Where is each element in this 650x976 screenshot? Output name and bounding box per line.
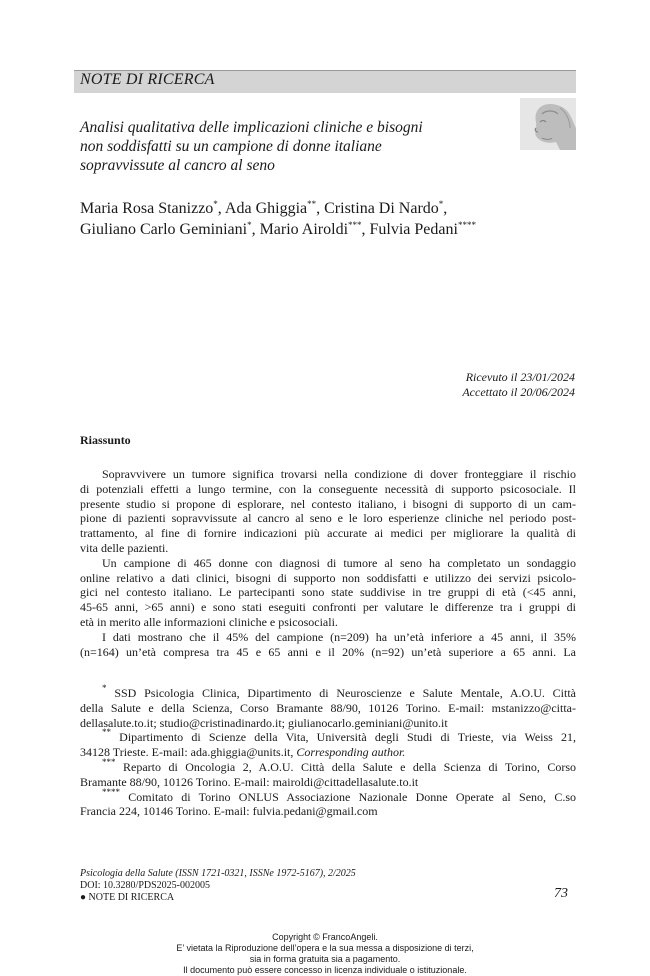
affiliation-marker: * [438, 199, 444, 209]
affiliation-marker: *** [348, 220, 362, 230]
footnote-marker: * [102, 683, 107, 693]
title-line: sopravvissute al cancro al seno [80, 157, 275, 174]
footnote-marker: ** [102, 727, 111, 738]
section-label: NOTE DI RICERCA [80, 71, 215, 88]
author-list [80, 198, 476, 240]
copyright-line: Il documento può essere concesso in licenza individuale o istituzionale. [183, 965, 467, 975]
accepted-date: Accettato il 20/06/2024 [462, 385, 575, 399]
author-line: Giuliano Carlo Geminiani*, Mario Airoldi***, Fulvia Pedani**** [80, 220, 476, 238]
affiliation-footnotes [80, 683, 577, 819]
abstract-line: I dati mostrano che il 45% del campione (n=209) ha un’età inferiore a 45 anni, il 35% [102, 629, 576, 644]
abstract-line: Un campione di 465 donne con diagnosi di tumore al seno ha completato un sondaggio [102, 555, 576, 570]
journal-citation: Psicologia della Salute (ISSN 1721-0321, ISSNe 1972-5167), 2/2025 [80, 868, 356, 879]
copyright-notice [0, 932, 650, 976]
author-name: Maria Rosa Stanizzo [80, 200, 214, 217]
footnote-text: Comitato di Torino ONLUS Associazione Nazionale Donne Operate al Seno, C.so [128, 789, 577, 804]
page-number: 73 [554, 886, 568, 901]
affiliation-marker: **** [457, 220, 476, 230]
abstract-line: pione di pazienti sopravvissute al cancro al seno e le loro esperienze cliniche nel periodo post- [80, 511, 576, 526]
doi: DOI: 10.3280/PDS2025-002005 [80, 880, 211, 891]
footnote-line: Bramante 88/90, 10126 Torino. E-mail: mairoldi@cittadellasalute.to.it [80, 774, 419, 789]
abstract-line: presente studio si propone di esplorare, nel contesto italiano, i bisogni di supporto di un cam- [80, 496, 576, 511]
copyright-line: sia in forma gratuita sia a pagamento. [249, 954, 401, 964]
author-name: Cristina Di Nardo [324, 200, 439, 217]
article-title [80, 118, 500, 175]
author-name: Ada Ghiggia [224, 200, 308, 217]
footnote-line [80, 745, 576, 760]
affiliation-marker: * [247, 220, 252, 230]
abstract-line: online relativo a dati clinici, bisogni di supporto non soddisfatti e utilizzo dei servizi psicolo- [80, 570, 576, 585]
footnote-text: 34128 Trieste. E-mail: ada.ghiggia@units.it, [80, 745, 294, 760]
author-name: Giuliano Carlo Geminiani [80, 221, 248, 238]
abstract-line: età in merito alle informazioni cliniche e psicosociali. [80, 614, 338, 629]
author-line: Maria Rosa Stanizzo*, Ada Ghiggia**, Cristina Di Nardo*, [80, 199, 448, 217]
affiliation-marker: ** [307, 199, 317, 209]
footer-section-label: ● NOTE DI RICERCA [80, 892, 175, 903]
footnote-marker: **** [102, 786, 120, 797]
abstract-line: (n=164) un’età compresa tra 45 e 65 anni e il 20% (n=92) un’età superiore a 65 anni. La [80, 644, 576, 659]
footnote-marker: *** [102, 756, 116, 767]
footnote-line: della Salute e della Scienza, Corso Bramante 88/90, 10126 Torino. E-mail: mstanizzo@citta- [80, 700, 576, 715]
footnote-text: Dipartimento di Scienze della Vita, Università degli Studi di Trieste, via Weiss 21, [119, 730, 576, 745]
portrait-logo-icon [520, 98, 576, 150]
footnote-text: Reparto di Oncologia 2, A.O.U. Città della Salute e della Scienza di Torino, Corso [122, 759, 577, 774]
footnote-text: SSD Psicologia Clinica, Dipartimento di Neuroscienze e Salute Mentale, A.O.U. Città [114, 686, 576, 700]
abstract-line: 45-65 anni, >65 anni) e sono stati eseguiti confronti per valutare le differenze tra i gruppi di [80, 600, 576, 615]
author-name: Mario Airoldi [259, 221, 349, 238]
footnote-line [80, 727, 576, 745]
copyright-line: Copyright © FrancoAngeli. [272, 932, 378, 942]
submission-dates [462, 370, 575, 400]
footnote-line: Francia 224, 10146 Torino. E-mail: fulvia.pedani@gmail.com [80, 804, 378, 819]
corresponding-author-note: Corresponding author. [296, 745, 406, 760]
abstract-line: Sopravvivere un tumore significa trovarsi nella condizione di dover fronteggiare il rischio [102, 467, 576, 481]
footnote-line: dellasalute.to.it; studio@cristinadinardo.it; giulianocarlo.geminiani@unito.it [80, 715, 448, 730]
abstract-body [80, 467, 576, 659]
copyright-line: E’ vietata la Riproduzione dell’opera e la sua messa a disposizione di terzi, [176, 943, 474, 953]
affiliation-marker: * [213, 199, 218, 209]
received-date: Ricevuto il 23/01/2024 [465, 370, 575, 384]
abstract-line: di potenziali effetti a lungo termine, con la conseguente necessità di supporto psicosociale. Il [80, 481, 576, 496]
footnote-line [80, 756, 577, 775]
abstract-line: gici nel contesto italiano. Le partecipanti sono state suddivise in tre gruppi di età (<45 anni, [80, 585, 576, 600]
abstract-line: vita delle pazienti. [80, 540, 169, 555]
author-name: Fulvia Pedani [369, 221, 458, 238]
footnote-line [80, 683, 576, 701]
abstract-heading: Riassunto [80, 433, 131, 447]
abstract-line: trattamento, al fine di fornire indicazioni più accurate ai medici per migliorare la qualità di [80, 526, 576, 541]
title-line: non soddisfatti su un campione di donne italiane [80, 138, 382, 155]
footnote-line [80, 786, 577, 805]
title-line: Analisi qualitativa delle implicazioni cliniche e bisogni [80, 119, 423, 136]
